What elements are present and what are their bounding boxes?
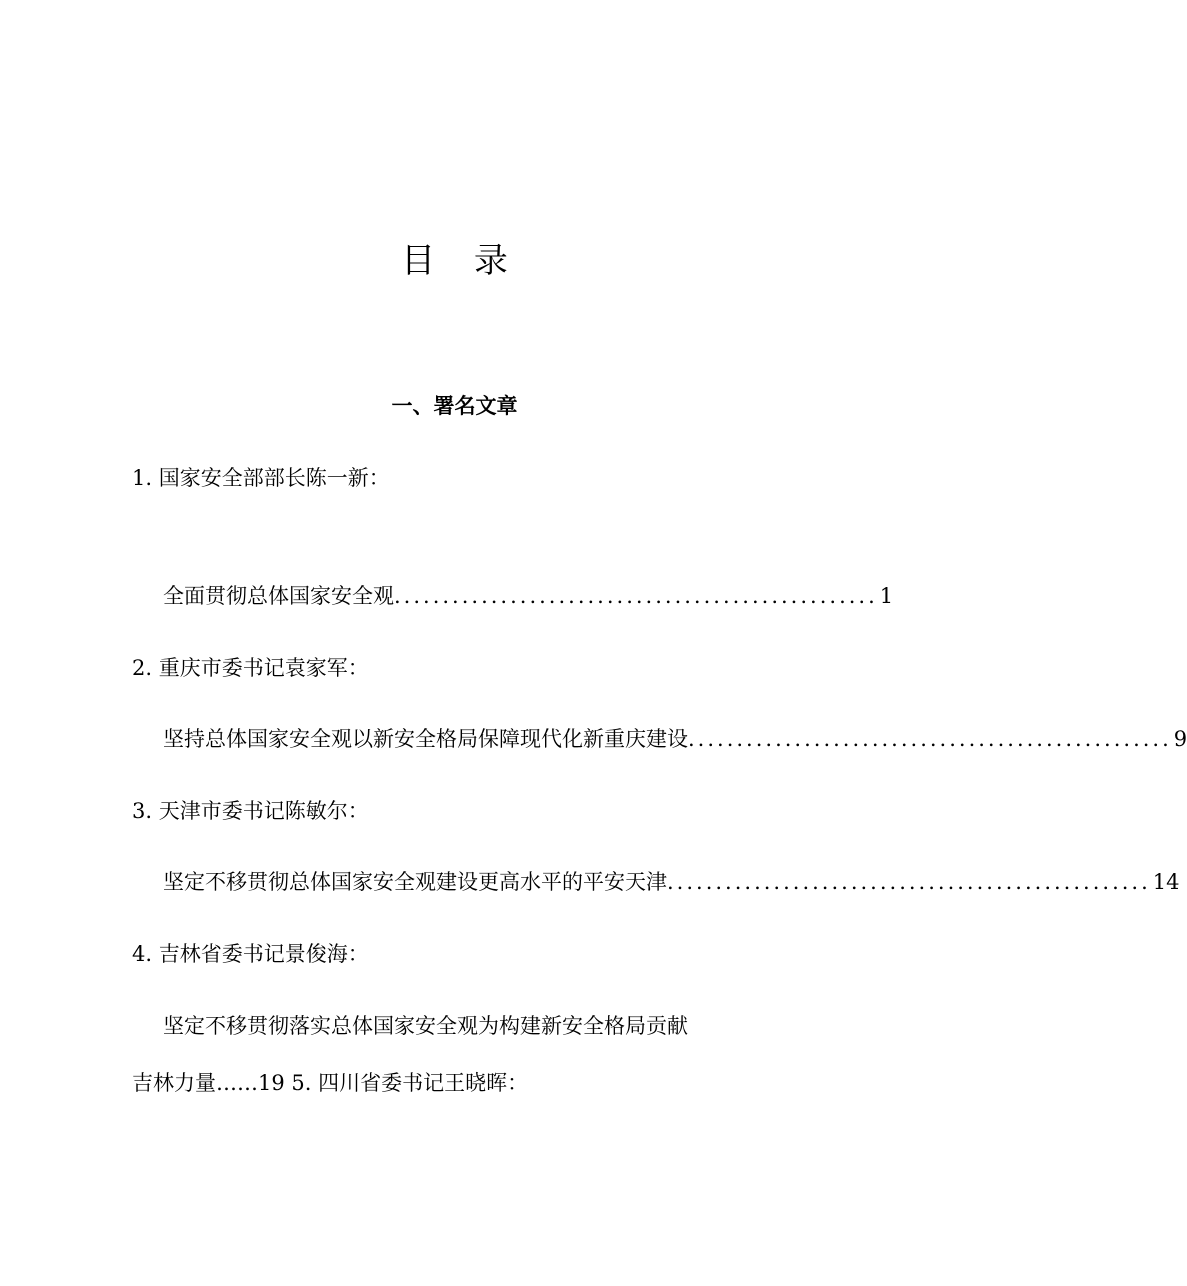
toc-author-4: 4. 吉林省委书记景俊海：	[132, 942, 369, 966]
toc-author-2: 2. 重庆市委书记袁家军：	[132, 656, 369, 680]
toc-entry-4-line-1[interactable]: 坚定不移贯彻落实总体国家安全观为构建新安全格局贡献	[163, 1014, 688, 1038]
dot-leader: ..................................................	[688, 727, 1172, 751]
toc-page-number: 14	[1152, 870, 1180, 894]
toc-page-number: 9	[1173, 727, 1187, 751]
toc-author-1: 1. 国家安全部部长陈一新：	[132, 466, 390, 490]
toc-entry-title: 坚持总体国家安全观以新安全格局保障现代化新重庆建设	[163, 727, 688, 751]
page-title: 目 录	[401, 241, 522, 281]
toc-entry-3[interactable]	[163, 868, 1180, 896]
toc-entry-title: 坚定不移贯彻总体国家安全观建设更高水平的平安天津	[163, 870, 667, 894]
toc-entry-2[interactable]	[163, 725, 1187, 753]
toc-page-number: 1	[879, 584, 894, 608]
dot-leader: ..................................................	[667, 870, 1151, 894]
toc-entry-title: 全面贯彻总体国家安全观	[163, 584, 394, 608]
toc-entry-1[interactable]	[163, 582, 894, 610]
toc-author-3: 3. 天津市委书记陈敏尔：	[132, 799, 369, 823]
toc-entry-4-line-2[interactable]: 吉林力量……19 5. 四川省委书记王晓晖：	[132, 1071, 529, 1095]
dot-leader: ..................................................	[394, 584, 878, 608]
section-heading: 一、署名文章	[391, 394, 518, 418]
